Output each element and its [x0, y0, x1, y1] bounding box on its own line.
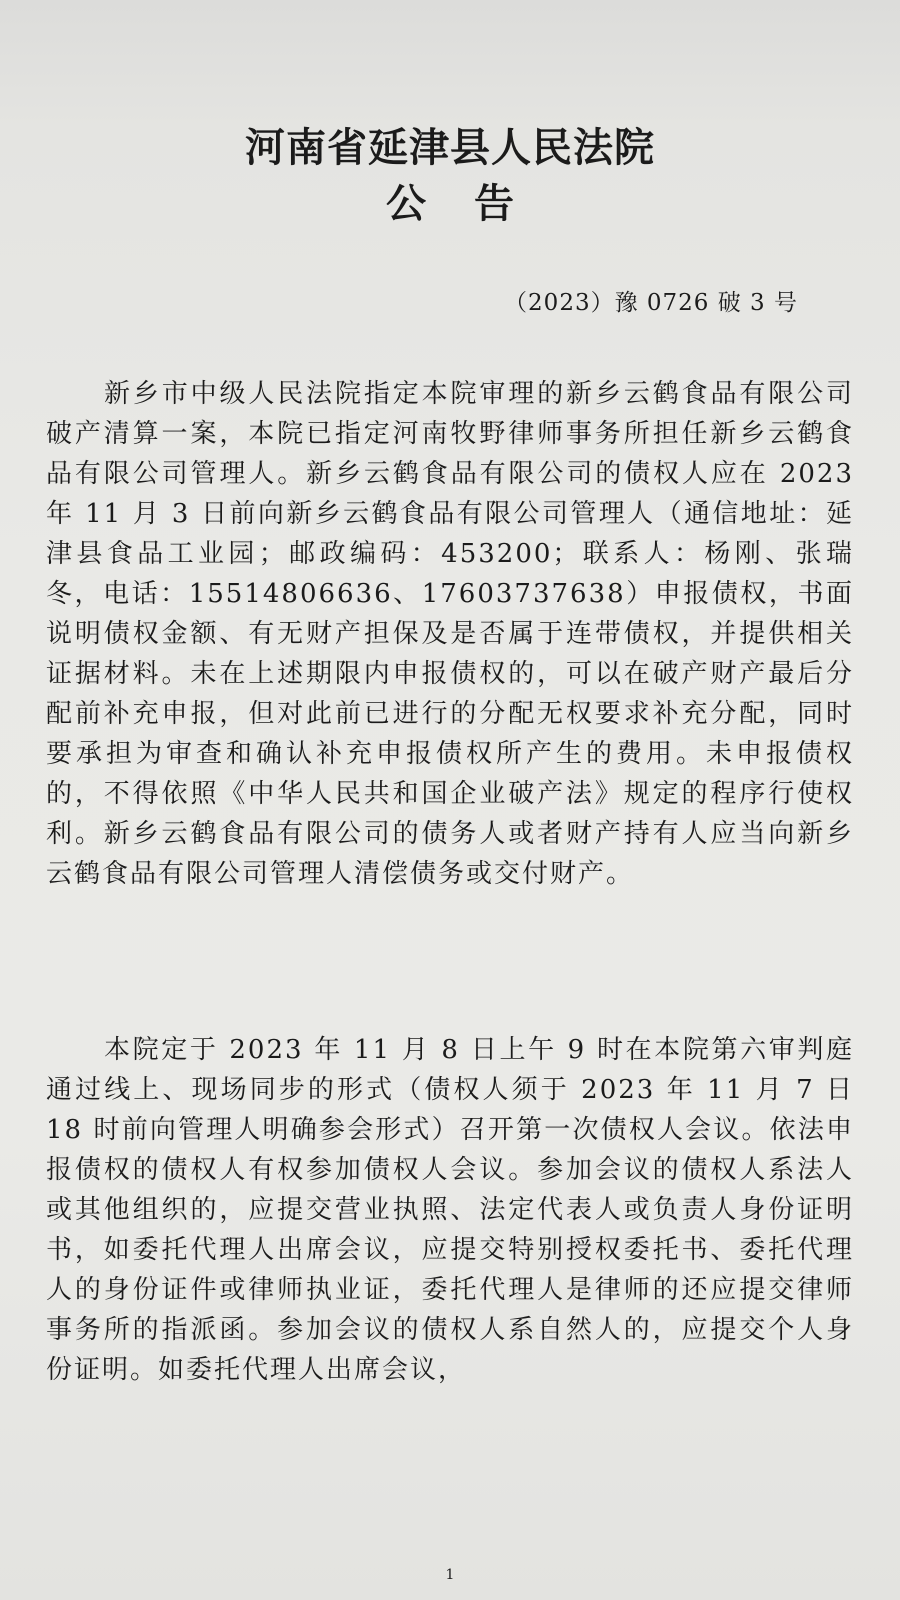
page-number: 1 — [445, 1567, 455, 1583]
court-title: 河南省延津县人民法院 — [245, 125, 655, 171]
body-paragraph-1: 新乡市中级人民法院指定本院审理的新乡云鹤食品有限公司破产清算一案，本院已指定河南牧野律师事务所担任新乡云鹤食品有限公司管理人。新乡云鹤食品有限公司的债权人应在 2023 年 11 月 3 日前向新乡云鹤食品有限公司管理人（通信地址：延津县食品工业园；邮政编码：453200；联系人：杨刚、张瑞冬，电话：15514806636、17603737638）申报债权，书面说明债权金额、有无财产担保及是否属于连带债权，并提供相关证据材料。未在上述期限内申报债权的，可以在破产财产最后分配前补充申报，但对此前已进行的分配无权要求补充分配，同时要承担为审查和确认补充申报债权所产生的费用。未申报债权的，不得依照《中华人民共和国企业破产法》规定的程序行使权利。新乡云鹤食品有限公司的债务人或者财产持有人应当向新乡云鹤食品有限公司管理人清偿债务或交付财产。 — [46, 379, 854, 889]
case-number: （2023）豫 0726 破 3 号 — [504, 290, 798, 316]
notice-title: 公告 — [386, 181, 562, 227]
body-paragraph-2: 本院定于 2023 年 11 月 8 日上午 9 时在本院第六审判庭通过线上、现场同步的形式（债权人须于 2023 年 11 月 7 日 18 时前向管理人明确参会形式）召开第一次债权人会议。依法申报债权的债权人有权参加债权人会议。参加会议的债权人系法人或其他组织的，应提交营业执照、法定代表人或负责人身份证明书，如委托代理人出席会议，应提交特别授权委托书、委托代理人的身份证件或律师执业证，委托代理人是律师的还应提交律师事务所的指派函。参加会议的债权人系自然人的，应提交个人身份证明。如委托代理人出席会议， — [46, 1035, 854, 1385]
